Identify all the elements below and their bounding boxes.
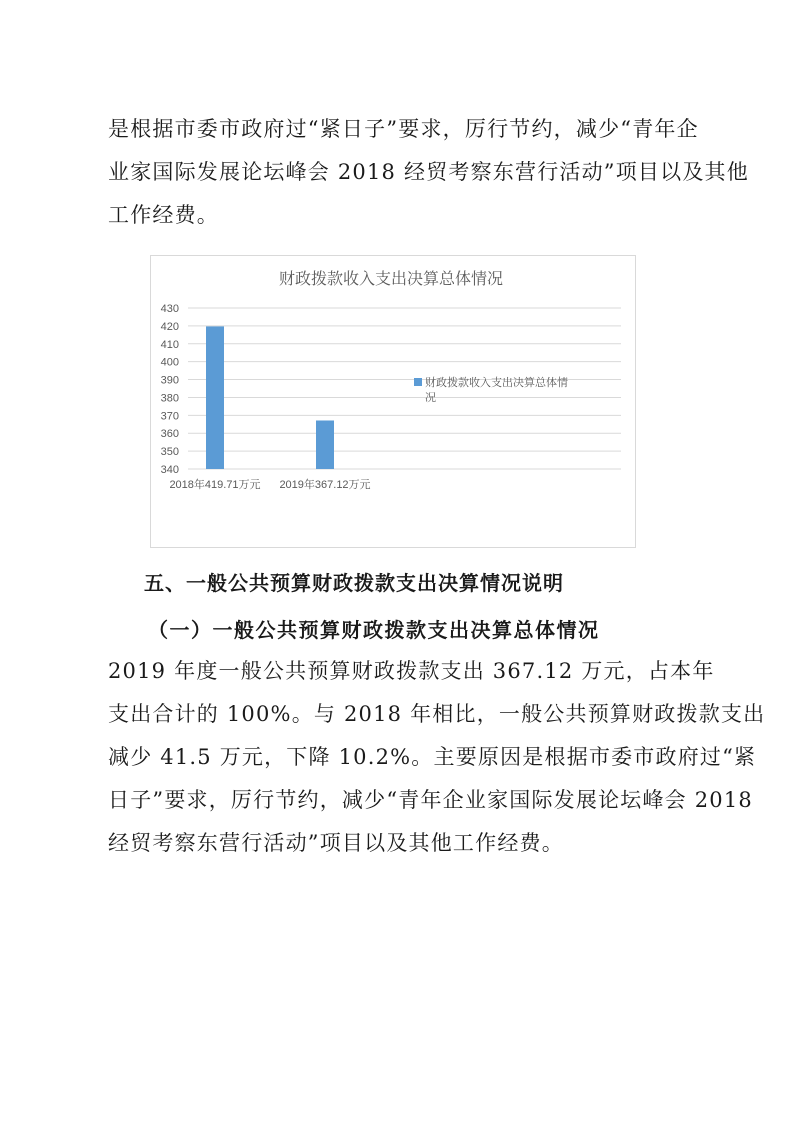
y-tick-label: 390: [160, 374, 179, 387]
subsection-heading: （一）一般公共预算财政拨款支出决算总体情况: [148, 618, 600, 642]
y-tick-label: 430: [160, 303, 179, 315]
y-tick-label: 400: [160, 356, 179, 369]
paragraph-line: 2019 年度一般公共预算财政拨款支出 367.12 万元，占本年: [108, 659, 715, 683]
y-tick-label: 410: [160, 338, 179, 351]
paragraph-line: 减少 41.5 万元，下降 10.2%。主要原因是根据市委市政府过“紧: [108, 745, 757, 769]
paragraph-line: 支出合计的 100%。与 2018 年相比，一般公共预算财政拨款支出: [108, 702, 766, 726]
section-heading: 五、一般公共预算财政拨款支出决算情况说明: [144, 571, 564, 595]
y-tick-label: 340: [160, 464, 179, 476]
legend-label: 况: [425, 392, 436, 404]
chart-svg: [151, 256, 635, 547]
y-tick-label: 350: [160, 446, 179, 459]
paragraph-line: 是根据市委市政府过“紧日子”要求，厉行节约，减少“青年企: [108, 117, 699, 141]
paragraph-line: 经贸考察东营行活动”项目以及其他工作经费。: [108, 831, 564, 855]
paragraph-line: 日子”要求，厉行节约，减少“青年企业家国际发展论坛峰会 2018: [108, 788, 753, 812]
y-tick-label: 420: [160, 320, 179, 333]
intro-paragraph: [108, 108, 749, 237]
x-tick-label: 2018年419.71万元: [169, 479, 261, 491]
body-paragraph: [108, 650, 766, 865]
y-tick-label: 380: [160, 392, 179, 405]
bar: [206, 326, 224, 469]
legend-swatch: [414, 378, 422, 386]
paragraph-line: 业家国际发展论坛峰会 2018 经贸考察东营行活动”项目以及其他: [108, 160, 749, 184]
bar: [316, 420, 334, 469]
legend-label: 财政拨款收入支出决算总体情: [425, 377, 568, 389]
bar-chart: [150, 255, 636, 548]
y-tick-label: 370: [160, 410, 179, 423]
paragraph-line: 工作经费。: [108, 203, 219, 227]
y-tick-label: 360: [160, 428, 179, 441]
x-tick-label: 2019年367.12万元: [279, 479, 371, 491]
chart-title: 财政拨款收入支出决算总体情况: [278, 271, 504, 288]
